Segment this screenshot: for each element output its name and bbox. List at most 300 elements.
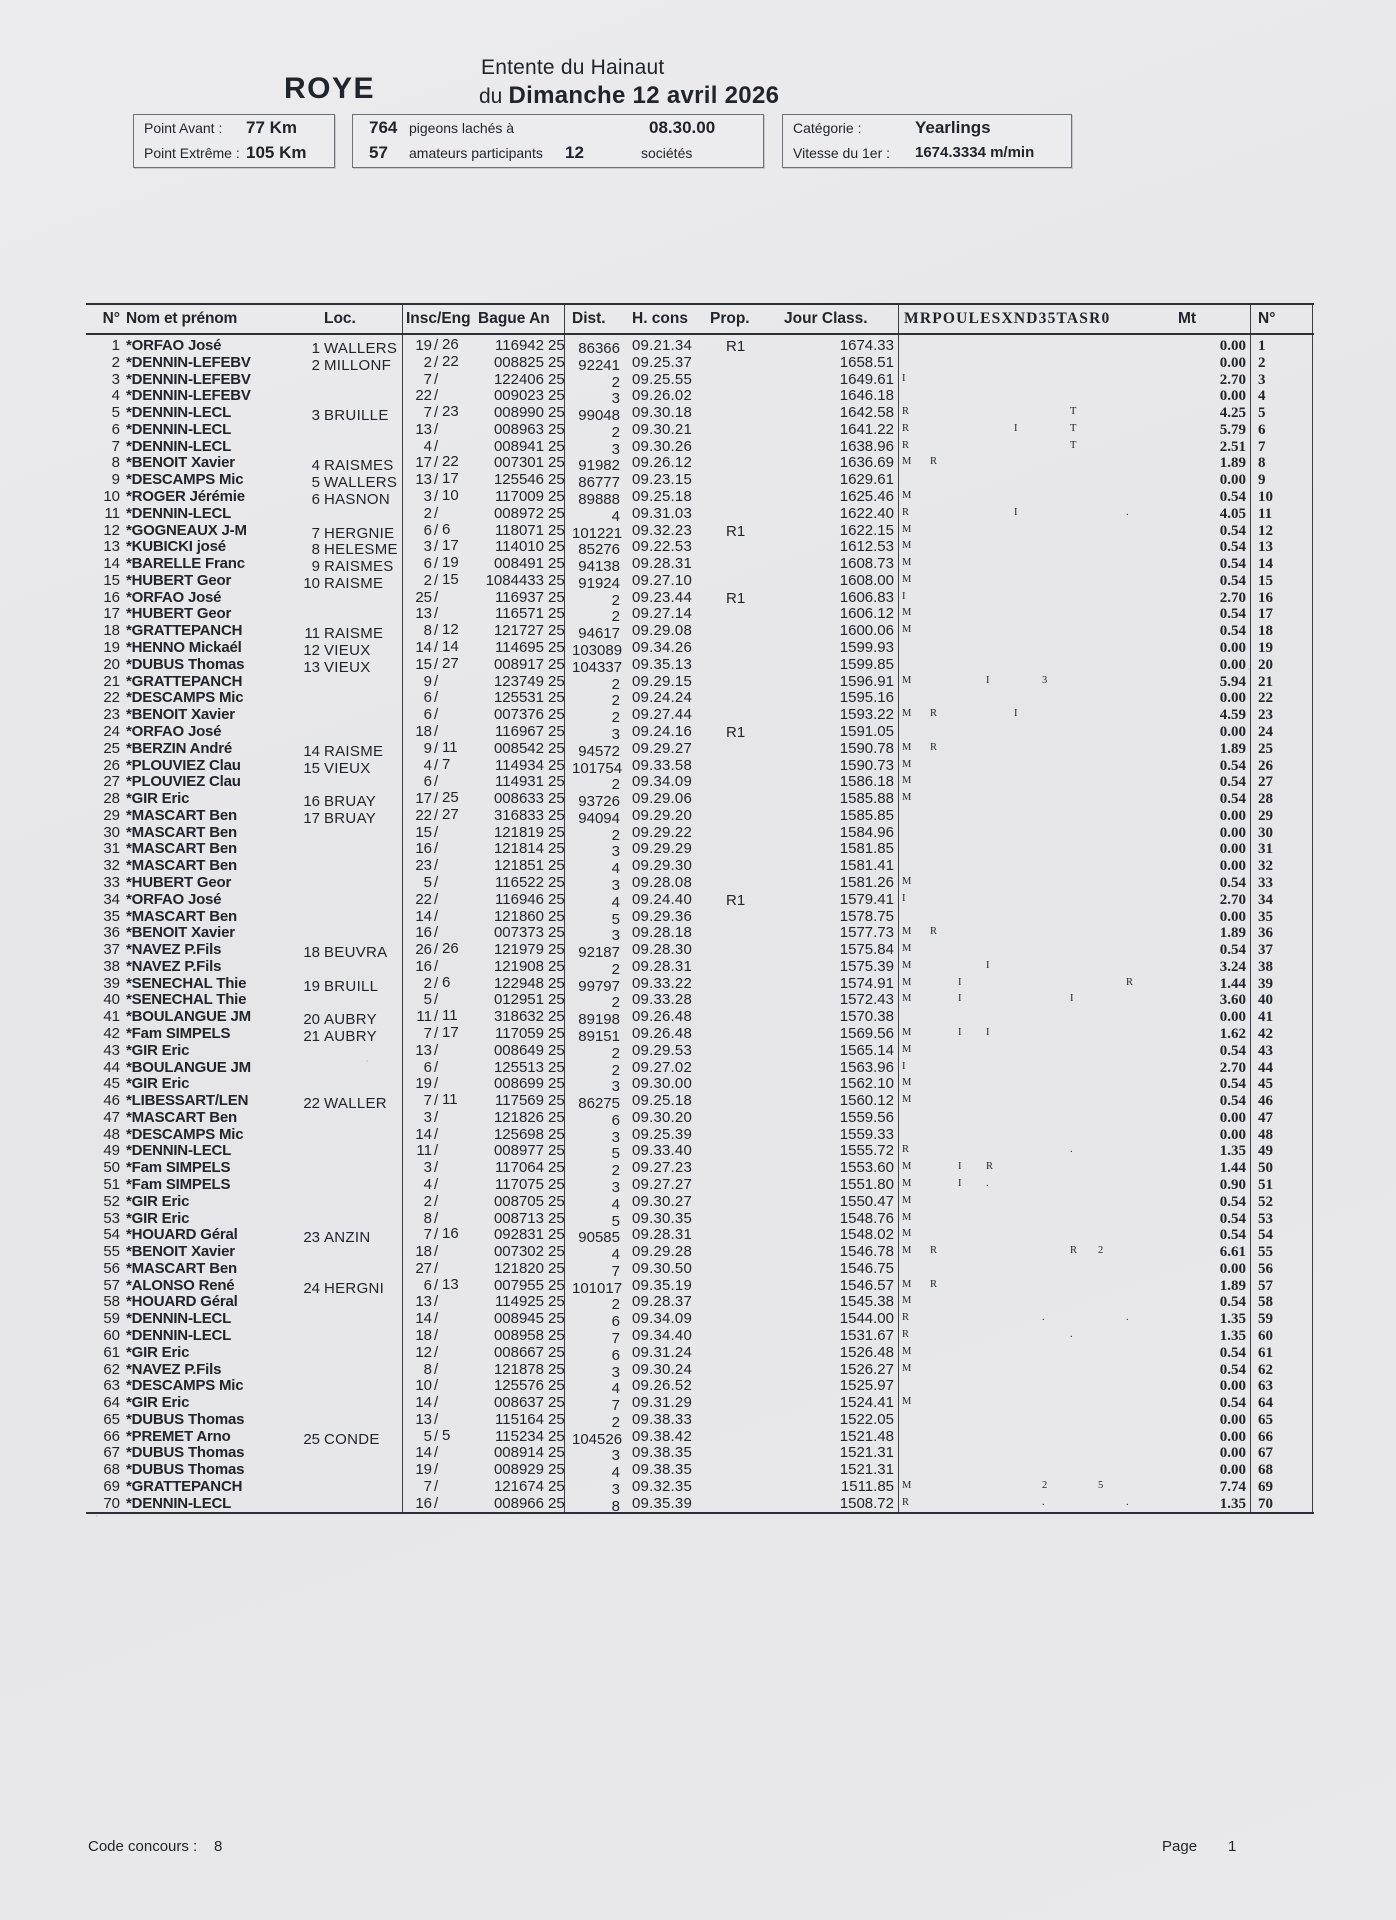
- table-row[interactable]: [86, 1110, 1314, 1127]
- code-concours-label: Code concours :: [88, 1838, 198, 1855]
- table-row[interactable]: [86, 506, 1314, 523]
- cell-inscribed: 5: [423, 1427, 432, 1445]
- cell-mt: 1.44: [1219, 975, 1246, 992]
- cell-rank: 28: [103, 790, 120, 808]
- cell-flag: .: [1070, 1144, 1074, 1156]
- cell-flag: R: [902, 1312, 910, 1324]
- cell-mt: 0.00: [1219, 858, 1246, 875]
- cell-fancier-name: *DENNIN-LEFEBV: [126, 387, 251, 405]
- table-row[interactable]: [86, 1225, 1314, 1247]
- cell-ring-number: 121814: [493, 840, 544, 858]
- cell-slash: /: [434, 1058, 439, 1076]
- cell-rank: 11: [104, 504, 120, 522]
- cell-loc-number: 6: [311, 491, 320, 509]
- table-row[interactable]: [86, 738, 1314, 760]
- cell-speed-class: 1550.47: [839, 1192, 894, 1210]
- cell-distance: 94572: [578, 742, 620, 760]
- cell-arrival-time: 09.29.15: [632, 672, 692, 690]
- cell-inscribed: 16: [415, 1494, 432, 1512]
- cell-rank-repeat: 11: [1258, 505, 1273, 522]
- point-extreme-label: Point Extrême :: [144, 145, 240, 161]
- cell-rank-repeat: 53: [1258, 1210, 1273, 1227]
- table-row[interactable]: [86, 570, 1314, 592]
- cell-rank: 23: [103, 706, 120, 724]
- cell-flag: M: [902, 1178, 912, 1189]
- cell-inscribed: 13: [415, 1410, 432, 1428]
- cell-engaged: 17: [442, 470, 459, 488]
- cell-distance: 2: [611, 826, 620, 844]
- cell-distance: 94138: [578, 558, 620, 576]
- categorie-row: [783, 115, 1071, 141]
- cell-distance: 6: [611, 1111, 620, 1129]
- cell-distance: 86275: [578, 1095, 620, 1113]
- cell-ring-number: 125698: [493, 1125, 544, 1143]
- cell-mt: 3.60: [1219, 992, 1246, 1009]
- cell-flag: M: [902, 490, 912, 502]
- cell-ring-number: 117569: [495, 1092, 544, 1110]
- cell-arrival-time: 09.26.48: [632, 1008, 692, 1026]
- cell-ring-number: 008945: [493, 1310, 544, 1328]
- cell-inscribed: 6: [423, 555, 432, 573]
- cell-rank: 32: [103, 857, 120, 875]
- cell-ring-year: 25: [548, 521, 565, 539]
- cell-slash: /: [434, 471, 439, 489]
- cell-rank: 26: [103, 756, 120, 774]
- cell-speed-class: 1546.78: [839, 1243, 894, 1261]
- cell-arrival-time: 09.29.06: [632, 790, 692, 808]
- cell-fancier-name: *BENOIT Xavier: [126, 1243, 235, 1261]
- table-row[interactable]: [86, 1007, 1314, 1029]
- table-row[interactable]: [86, 1362, 1314, 1379]
- cell-arrival-time: 09.25.39: [632, 1125, 692, 1143]
- cell-flag: R: [902, 506, 910, 518]
- cell-speed-class: 1585.88: [839, 790, 894, 808]
- cell-fancier-name: *ALONSO René: [126, 1276, 235, 1294]
- table-row[interactable]: [86, 706, 1314, 727]
- cell-inscribed: 14: [415, 1444, 432, 1462]
- cell-ring-year: 25: [548, 639, 565, 657]
- table-row[interactable]: [86, 1075, 1314, 1096]
- point-avant-value: 77 Km: [246, 118, 298, 137]
- col-header-flags: MRPOULESXND35TASR0: [904, 310, 1111, 327]
- table-row[interactable]: [86, 439, 1314, 456]
- cell-flag: I: [1014, 708, 1018, 720]
- table-row[interactable]: [86, 453, 1314, 475]
- table-row[interactable]: [86, 1194, 1314, 1211]
- cell-ring-year: 25: [548, 722, 565, 740]
- table-row[interactable]: [86, 403, 1314, 425]
- table-row[interactable]: [86, 554, 1314, 576]
- table-row[interactable]: [86, 590, 1314, 607]
- cell-speed-class: 1585.85: [839, 806, 894, 824]
- cell-ring-number: 121820: [493, 1259, 544, 1277]
- cell-rank: 61: [103, 1343, 120, 1361]
- cell-flag: M: [902, 1228, 912, 1240]
- cell-speed-class: 1575.84: [839, 941, 894, 959]
- cell-slash: /: [434, 555, 439, 573]
- cell-rank-repeat: 4: [1258, 388, 1266, 405]
- col-header-insc-eng: Insc/Eng: [406, 310, 471, 327]
- cell-inscribed: 6: [423, 773, 432, 791]
- cell-inscribed: 19: [415, 1461, 432, 1479]
- cell-flag: I: [986, 1026, 990, 1038]
- cell-inscribed: 3: [423, 1108, 432, 1126]
- table-row[interactable]: [86, 654, 1314, 676]
- cell-distance: 2: [611, 994, 620, 1012]
- cell-speed-class: 1563.96: [839, 1058, 894, 1076]
- cell-arrival-time: 09.28.31: [632, 1226, 692, 1244]
- cell-rank-repeat: 50: [1258, 1160, 1273, 1177]
- cell-flag: .: [1042, 1496, 1046, 1508]
- cell-rank: 40: [103, 991, 120, 1009]
- cell-speed-class: 1578.75: [839, 907, 894, 925]
- cell-inscribed: 3: [423, 488, 432, 506]
- cell-distance: 3: [611, 1447, 620, 1465]
- cell-ring-number: 008667: [493, 1343, 544, 1361]
- cell-arrival-time: 09.26.02: [632, 387, 692, 405]
- cell-distance: 4: [611, 1195, 620, 1213]
- cell-locality: BRUAY: [324, 793, 377, 811]
- table-row[interactable]: [86, 621, 1314, 643]
- cell-ring-number: 008649: [493, 1041, 544, 1059]
- cell-distance: 99797: [578, 977, 620, 995]
- cell-rank: 69: [103, 1478, 120, 1496]
- cell-ring-number: 008958: [493, 1327, 544, 1345]
- table-row[interactable]: [86, 857, 1314, 878]
- cell-ring-year: 25: [548, 488, 565, 506]
- cell-mt: 0.54: [1219, 1227, 1246, 1244]
- cell-distance: 2: [611, 423, 620, 441]
- cell-inscribed: 4: [423, 1176, 432, 1193]
- cell-distance: 104337: [572, 658, 623, 676]
- cell-speed-class: 1593.22: [839, 706, 894, 724]
- cell-fancier-name: *HUBERT Geor: [126, 605, 232, 623]
- table-row[interactable]: [86, 991, 1314, 1012]
- cell-slash: /: [434, 337, 439, 354]
- cell-inscribed: 2: [423, 571, 432, 589]
- table-row[interactable]: [86, 909, 1314, 926]
- cell-ring-number: 008963: [493, 420, 544, 438]
- table-row[interactable]: [86, 638, 1314, 660]
- table-row[interactable]: [86, 892, 1314, 909]
- cell-flag: M: [902, 1295, 912, 1307]
- cell-rank: 55: [103, 1243, 120, 1261]
- cell-mt: 0.00: [1219, 1009, 1246, 1026]
- table-row[interactable]: [86, 674, 1314, 691]
- cell-flag: R: [902, 406, 910, 418]
- cell-mt: 0.00: [1219, 388, 1246, 405]
- cell-slash: /: [434, 1327, 439, 1345]
- table-row[interactable]: [86, 1478, 1314, 1499]
- cell-slash: /: [434, 1410, 439, 1428]
- table-row[interactable]: [86, 689, 1314, 710]
- table-row[interactable]: [86, 1177, 1314, 1194]
- cell-fancier-name: *PLOUVIEZ Clau: [126, 773, 241, 791]
- cell-ring-number: 008929: [493, 1461, 544, 1479]
- table-row[interactable]: [86, 487, 1314, 509]
- categorie-label: Catégorie :: [793, 120, 862, 136]
- cell-rank-repeat: 37: [1258, 942, 1273, 959]
- cell-speed-class: 1574.91: [839, 974, 894, 992]
- cell-mt: 0.54: [1219, 539, 1246, 556]
- cell-ring-year: 25: [548, 924, 565, 942]
- table-row[interactable]: [86, 1142, 1314, 1163]
- table-row[interactable]: [86, 1444, 1314, 1465]
- cell-rank-repeat: 56: [1258, 1260, 1273, 1277]
- cell-inscribed: 25: [415, 588, 432, 606]
- cell-inscribed: 6: [423, 1276, 432, 1294]
- cell-mt: 2.70: [1219, 1059, 1246, 1076]
- table-row[interactable]: [86, 1496, 1314, 1513]
- cell-ring-year: 25: [548, 538, 565, 556]
- cell-ring-number: 118071: [495, 521, 544, 539]
- table-row[interactable]: [86, 1043, 1314, 1060]
- cell-ring-year: 25: [548, 1142, 565, 1160]
- cell-ring-year: 25: [548, 1159, 565, 1177]
- cell-rank-repeat: 21: [1258, 673, 1273, 690]
- cell-rank-repeat: 62: [1258, 1361, 1273, 1378]
- cell-rank: 57: [103, 1276, 120, 1294]
- cell-fancier-name: *DESCAMPS Mic: [126, 689, 244, 707]
- cell-arrival-time: 09.28.08: [632, 873, 692, 891]
- cell-ring-year: 25: [548, 957, 565, 975]
- cell-ring-number: 116946: [495, 890, 544, 908]
- table-row[interactable]: [86, 959, 1314, 976]
- cell-rank-repeat: 19: [1258, 640, 1273, 657]
- cell-ring-year: 25: [548, 1461, 565, 1479]
- table-row[interactable]: [86, 1327, 1314, 1348]
- table-row[interactable]: [86, 825, 1314, 842]
- cell-flag: R: [902, 1144, 910, 1156]
- cell-ring-number: 008633: [493, 790, 544, 808]
- results-table-body: [86, 335, 1314, 1514]
- cell-mt: 0.54: [1219, 1294, 1246, 1311]
- table-row[interactable]: [86, 470, 1314, 492]
- table-row[interactable]: [86, 520, 1314, 542]
- cell-mt: 1.35: [1219, 1311, 1246, 1328]
- table-row[interactable]: [86, 1159, 1314, 1180]
- table-row[interactable]: [86, 1275, 1314, 1297]
- table-row[interactable]: [86, 1377, 1314, 1398]
- cell-flag: I: [958, 976, 962, 988]
- cell-rank: 50: [103, 1159, 120, 1177]
- cell-rank-repeat: 57: [1258, 1277, 1273, 1294]
- cell-flag: I: [958, 1161, 962, 1173]
- cell-rank-repeat: 30: [1258, 824, 1273, 841]
- table-row[interactable]: [86, 1293, 1314, 1314]
- cell-flag: M: [902, 1194, 912, 1206]
- cell-ring-year: 25: [548, 1310, 565, 1328]
- cell-slash: /: [434, 571, 439, 589]
- table-row[interactable]: [86, 1243, 1314, 1264]
- cell-rank-repeat: 35: [1258, 908, 1273, 925]
- cell-slash: /: [434, 1243, 439, 1261]
- cell-speed-class: 1544.00: [839, 1310, 894, 1328]
- table-row[interactable]: [86, 338, 1314, 355]
- cell-inscribed: 2: [423, 353, 432, 371]
- cell-distance: 3: [611, 1078, 620, 1096]
- cell-ring-year: 25: [548, 806, 565, 824]
- category-info-box: [782, 114, 1072, 168]
- table-row[interactable]: [86, 789, 1314, 811]
- cell-distance: 2: [611, 1162, 620, 1180]
- cell-slash: /: [434, 1461, 439, 1479]
- cell-rank: 17: [103, 605, 120, 623]
- cell-rank-repeat: 47: [1258, 1109, 1273, 1126]
- cell-arrival-time: 09.29.28: [632, 1243, 692, 1261]
- col-header-bague-an: Bague An: [478, 310, 550, 327]
- cell-ring-year: 25: [548, 387, 565, 405]
- cell-rank-repeat: 15: [1258, 572, 1273, 589]
- cell-distance: 3: [611, 843, 620, 861]
- cell-rank: 68: [103, 1461, 120, 1479]
- cell-flag: M: [902, 775, 912, 787]
- table-row[interactable]: [86, 1394, 1314, 1415]
- table-row[interactable]: [86, 372, 1314, 389]
- cell-distance: 86777: [578, 474, 620, 492]
- cell-ring-year: 25: [548, 739, 565, 757]
- cell-speed-class: 1606.83: [839, 588, 894, 606]
- cell-engaged: 16: [442, 1225, 459, 1243]
- cell-mt: 0.00: [1219, 1109, 1246, 1126]
- cell-distance: 101221: [572, 524, 623, 542]
- cell-slash: /: [434, 1142, 439, 1160]
- col-header-h-cons: H. cons: [632, 310, 688, 327]
- cell-arrival-time: 09.27.27: [632, 1176, 692, 1193]
- cell-slash: /: [434, 387, 439, 405]
- cell-inscribed: 26: [415, 941, 432, 959]
- cell-mt: 0.54: [1219, 606, 1246, 623]
- table-row[interactable]: [86, 875, 1314, 892]
- cell-mt: 0.54: [1219, 1395, 1246, 1412]
- cell-distance: 94617: [578, 625, 620, 643]
- document-footer: [0, 1838, 1396, 1878]
- cell-fancier-name: *GIR Eric: [126, 1041, 190, 1059]
- cell-locality: VIEUX: [324, 642, 371, 660]
- header-divider-2: [564, 305, 565, 333]
- cell-ring-year: 25: [548, 337, 565, 354]
- table-row[interactable]: [86, 1060, 1314, 1077]
- cell-distance: 4: [611, 1246, 620, 1264]
- table-row[interactable]: [86, 605, 1314, 626]
- cell-ring-year: 25: [548, 1427, 565, 1445]
- cell-loc-number: 9: [311, 558, 320, 576]
- cell-arrival-time: 09.30.20: [632, 1108, 692, 1126]
- table-row[interactable]: [86, 1426, 1314, 1448]
- cell-flag: M: [902, 1480, 912, 1492]
- cell-slash: /: [434, 1108, 439, 1126]
- table-row[interactable]: [86, 422, 1314, 439]
- cell-distance: 3: [611, 440, 620, 458]
- table-row[interactable]: [86, 773, 1314, 794]
- cell-ring-number: 114695: [495, 639, 544, 657]
- table-row[interactable]: [86, 805, 1314, 827]
- cell-engaged: 22: [442, 453, 459, 471]
- cell-arrival-time: 09.28.18: [632, 924, 692, 942]
- cell-speed-class: 1581.85: [839, 840, 894, 858]
- table-row[interactable]: [86, 724, 1314, 741]
- table-row[interactable]: [86, 1412, 1314, 1429]
- table-row[interactable]: [86, 387, 1314, 408]
- cell-speed-class: 1559.33: [839, 1125, 894, 1143]
- cell-fancier-name: *NAVEZ P.Fils: [126, 941, 222, 959]
- cell-ring-year: 25: [548, 1108, 565, 1126]
- cell-flag: R: [930, 708, 938, 720]
- cell-rank-repeat: 39: [1258, 975, 1273, 992]
- cell-engaged: 11: [442, 1091, 458, 1109]
- cell-mt: 0.54: [1219, 774, 1246, 791]
- cell-inscribed: 14: [415, 1310, 432, 1328]
- cell-distance: 2: [611, 1061, 620, 1079]
- cell-arrival-time: 09.33.58: [632, 756, 692, 774]
- cell-inscribed: 7: [423, 404, 432, 422]
- table-row[interactable]: [86, 1461, 1314, 1482]
- cell-speed-class: 1569.56: [839, 1024, 894, 1042]
- cell-fancier-name: *DUBUS Thomas: [126, 1444, 245, 1462]
- cell-rank: 27: [103, 773, 120, 791]
- cell-speed-class: 1548.76: [839, 1209, 894, 1227]
- table-row[interactable]: [86, 973, 1314, 995]
- cell-locality: RAISME: [324, 625, 384, 643]
- table-row[interactable]: [86, 1023, 1314, 1045]
- cell-fancier-name: *BENOIT Xavier: [126, 924, 235, 942]
- cell-distance: 4: [611, 860, 620, 878]
- table-row[interactable]: [86, 840, 1314, 861]
- table-row[interactable]: [86, 1261, 1314, 1278]
- table-row[interactable]: [86, 537, 1314, 559]
- cell-ring-number: 012951: [493, 991, 544, 1009]
- table-row[interactable]: [86, 924, 1314, 945]
- table-row[interactable]: [86, 1127, 1314, 1144]
- cell-fancier-name: *ORFAO José: [126, 337, 222, 354]
- cell-flag: M: [902, 540, 912, 552]
- cell-rank-repeat: 6: [1258, 421, 1266, 438]
- cell-inscribed: 8: [423, 622, 432, 640]
- cell-arrival-time: 09.29.36: [632, 907, 692, 925]
- cell-rank-repeat: 34: [1258, 891, 1273, 908]
- cell-ring-number: 092831: [493, 1226, 544, 1244]
- cell-mt: 1.44: [1219, 1160, 1246, 1177]
- cell-slash: /: [434, 1360, 439, 1378]
- cell-ring-number: 008972: [493, 504, 544, 522]
- cell-arrival-time: 09.27.14: [632, 605, 692, 623]
- cell-inscribed: 22: [415, 806, 432, 824]
- table-row[interactable]: [86, 1310, 1314, 1331]
- table-row[interactable]: [86, 352, 1314, 374]
- cell-arrival-time: 09.25.55: [632, 370, 692, 388]
- cell-rank: 58: [103, 1293, 120, 1311]
- table-row[interactable]: [86, 1091, 1314, 1113]
- cell-fancier-name: *MASCART Ben: [126, 1108, 237, 1126]
- cell-mt: 0.54: [1219, 757, 1246, 774]
- table-row[interactable]: [86, 1345, 1314, 1362]
- cell-arrival-time: 09.29.30: [632, 857, 692, 875]
- cell-flag: M: [902, 1396, 912, 1408]
- amateurs-count: 57: [369, 143, 388, 162]
- cell-slash: /: [434, 689, 439, 707]
- table-row[interactable]: [86, 940, 1314, 962]
- cell-ring-number: 008966: [493, 1494, 544, 1512]
- cell-mt: 0.00: [1219, 472, 1246, 489]
- cell-slash: /: [434, 991, 439, 1009]
- table-row[interactable]: [86, 755, 1314, 777]
- cell-rank: 54: [103, 1226, 120, 1244]
- table-row[interactable]: [86, 1211, 1314, 1228]
- cell-arrival-time: 09.31.03: [632, 504, 692, 522]
- cell-slash: /: [434, 1494, 439, 1512]
- cell-rank-repeat: 33: [1258, 874, 1273, 891]
- cell-loc-number: 18: [303, 944, 320, 962]
